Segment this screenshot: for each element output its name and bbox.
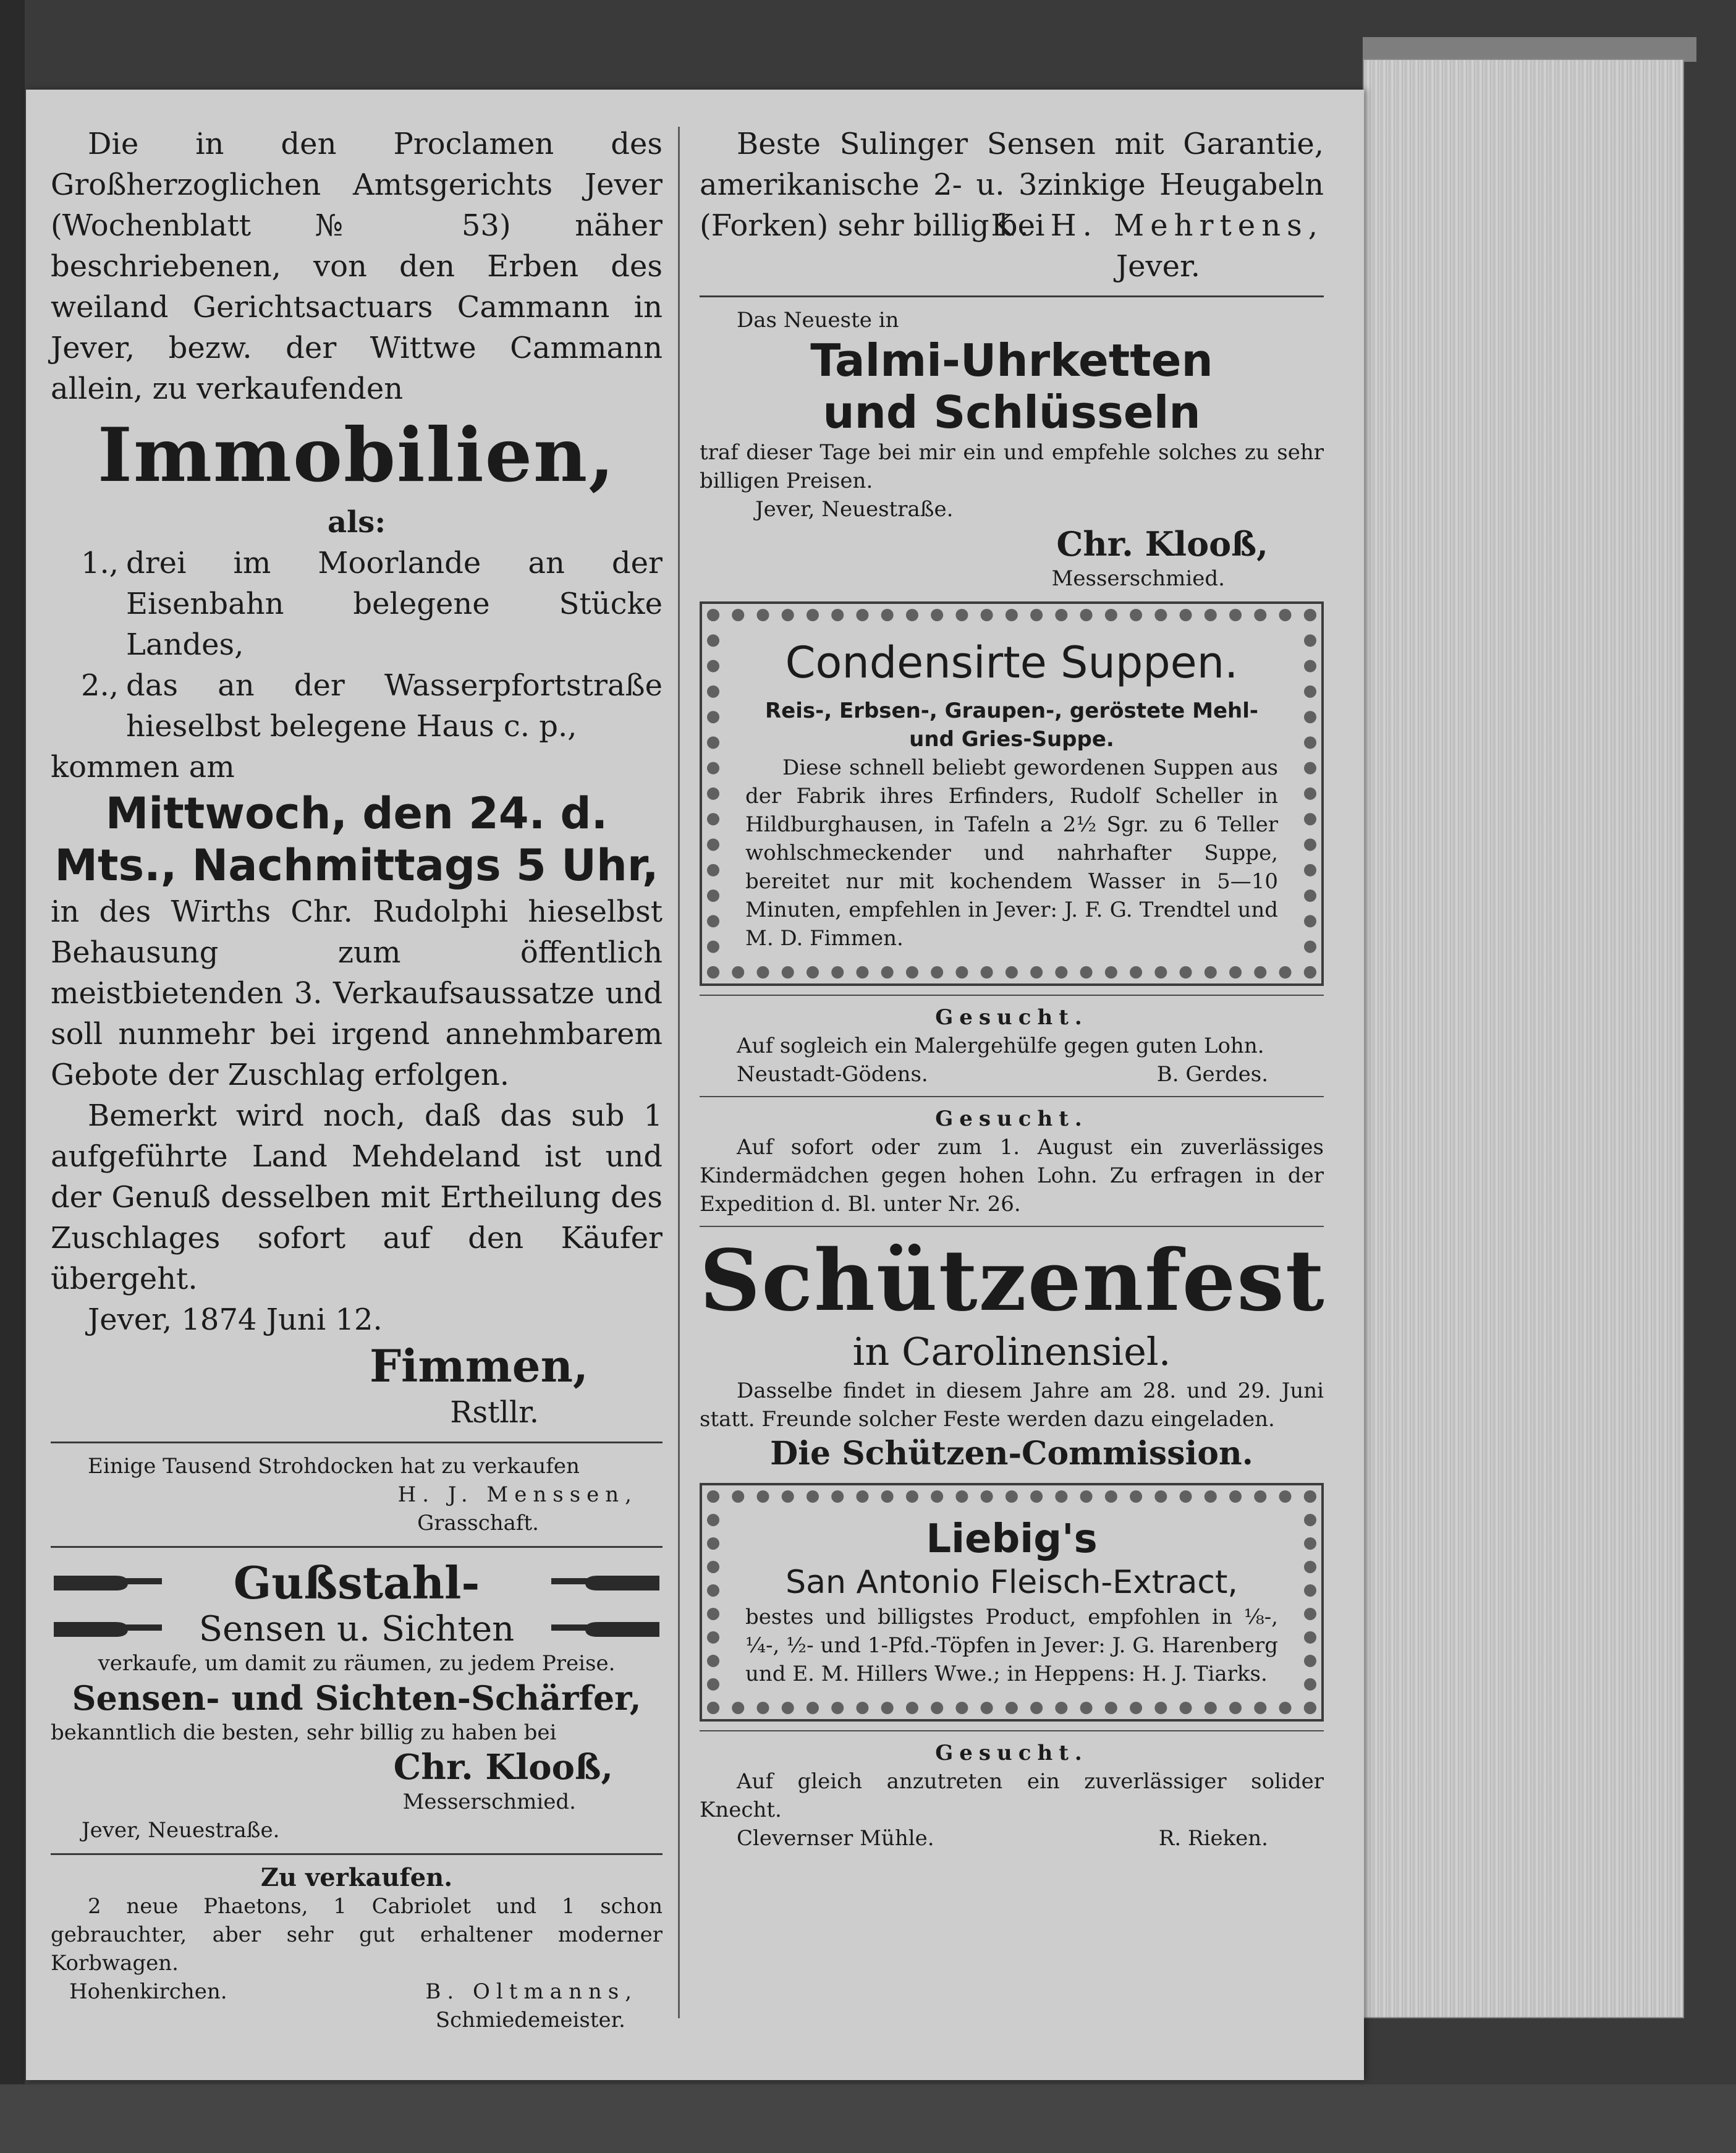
pointing-hand-icon	[51, 1610, 168, 1649]
verkaufen-text: 2 neue Phaetons, 1 Cabriolet und 1 schon gebrauchter, aber sehr gut erhaltener moderner Korbwagen.	[51, 1894, 663, 1976]
gesucht-ad-3	[700, 1739, 1324, 1853]
book-page-edges	[1363, 59, 1684, 2018]
strohdocken-place: Grasschaft.	[417, 1511, 539, 1535]
verkaufen-signature-row	[51, 1977, 663, 2006]
book-spine-top	[1363, 37, 1696, 62]
uhrketten-ad	[700, 306, 1324, 593]
proclamation-signer: Fimmen,	[369, 1340, 588, 1392]
gesucht3-place: Clevernser Mühle.	[737, 1826, 934, 1851]
gussstahl-place: Jever, Neuestraße.	[82, 1818, 280, 1843]
gesucht1-signature-row	[700, 1060, 1324, 1089]
strohdocken-name: H. J. Menssen,	[397, 1482, 638, 1507]
divider-rule	[51, 1853, 663, 1855]
schuetzenfest-subtitle: in Carolinensiel.	[852, 1329, 1171, 1374]
sensen-name: K. H. Mehrtens,	[991, 208, 1324, 243]
gussstahl-title-row	[51, 1556, 663, 1609]
gesucht1-name: B. Gerdes.	[1156, 1062, 1268, 1087]
uhrketten-name: Chr. Klooß,	[1056, 524, 1268, 564]
gesucht3-signature-row	[700, 1824, 1324, 1853]
gussstahl-title: Messerschmied.	[402, 1790, 576, 1814]
right-column	[700, 124, 1324, 1853]
pointing-hand-icon	[545, 1610, 663, 1649]
proclamation-notice	[51, 124, 663, 1433]
verkaufen-title: Schmiedemeister.	[435, 2008, 625, 2032]
list-item	[51, 543, 663, 665]
schuetzenfest-ad	[700, 1231, 1326, 1474]
scan-background-left	[0, 0, 25, 2153]
pointing-hand-icon	[51, 1563, 168, 1603]
uhrketten-text: traf dieser Tage bei mir ein und empfehle solches zu sehr billigen Preisen.	[700, 440, 1324, 493]
suppen-subtitle: Reis-, Erbsen-, Graupen-, geröstete Mehl- und Gries-Suppe.	[764, 699, 1259, 752]
schuetzenfest-text: Dasselbe findet in diesem Jahre am 28. und 29. Juni statt. Freunde solcher Feste werden dazu eingeladen.	[700, 1378, 1324, 1432]
list-item-text: das an der Wasserpfortstraße hieselbst belegene Haus c. p.,	[126, 668, 663, 744]
scan-background-bottom	[0, 2084, 1736, 2153]
proclamation-als: als:	[327, 505, 386, 540]
liebig-title1: Liebig's	[926, 1516, 1098, 1562]
gesucht1-place: Neustadt-Gödens.	[737, 1062, 928, 1087]
divider-rule	[51, 1442, 663, 1443]
proclamation-place-date: Jever, 1874 Juni 12.	[88, 1302, 383, 1337]
suppen-ad-box	[700, 601, 1324, 986]
gesucht-ad-2	[700, 1105, 1324, 1218]
gesucht1-text: Auf sogleich ein Malergehülfe gegen guten Lohn.	[737, 1034, 1264, 1058]
schuetzenfest-signer: Die Schützen-Commission.	[770, 1435, 1253, 1472]
proclamation-note: Bemerkt wird noch, daß das sub 1 aufgeführte Land Mehdeland ist und der Genuß desselben mit Ertheilung des Zuschlages sofort auf den Käufer übergeht.	[51, 1098, 663, 1296]
suppen-text: Diese schnell beliebt gewordenen Suppen aus der Fabrik ihres Erfinders, Rudolf Scheller in Hildburghausen, in Tafeln a 2½ Sgr. zu 6 Teller wohlschmeckender und nahrhafter Suppe, bereitet nur mit kochendem Wasser in 5—10 Minuten, empfehlen in Jever: J. F. G. Trendtel und M. D. Fimmen.	[745, 755, 1278, 951]
sensen-ad	[700, 124, 1324, 287]
gesucht3-heading: Gesucht.	[935, 1741, 1088, 1765]
gussstahl-title2: Sensen u. Sichten	[198, 1609, 515, 1649]
uhrketten-kicker: Das Neueste in	[737, 308, 899, 333]
sensen-place: Jever.	[1116, 249, 1200, 284]
gussstahl-title1: Gußstahl-	[233, 1556, 480, 1609]
divider-rule	[700, 295, 1324, 297]
proclamation-date: Mittwoch, den 24. d. Mts., Nachmittags 5 Uhr,	[54, 788, 659, 891]
proclamation-heading: Immobilien,	[97, 412, 616, 499]
divider-rule	[51, 1546, 663, 1548]
suppen-title: Condensirte Suppen.	[785, 637, 1238, 688]
uhrketten-title2: und Schlüsseln	[823, 386, 1201, 438]
uhrketten-title: Messerschmied.	[1051, 566, 1225, 591]
liebig-ad-box	[700, 1483, 1324, 1722]
gussstahl-line2: bekanntlich die besten, sehr billig zu haben bei	[51, 1720, 557, 1745]
gussstahl-ad	[51, 1556, 663, 1845]
list-item-number: 1.,	[80, 546, 119, 580]
divider-rule	[700, 1730, 1324, 1731]
uhrketten-title1: Talmi-Uhrketten	[810, 334, 1213, 386]
proclamation-intro: Die in den Proclamen des Großherzoglichen Amtsgerichts Jever (Wochenblatt № 53) näher beschriebenen, von den Erben des weiland Gerichtsactuars Cammann in Jever, bezw. der Wittwe Cammann allein, zu verkaufenden	[51, 127, 663, 406]
list-item-text: drei im Moorlande an der Eisenbahn belegene Stücke Landes,	[126, 546, 663, 662]
list-item-number: 2.,	[80, 668, 119, 703]
gesucht2-heading: Gesucht.	[935, 1106, 1088, 1131]
verkaufen-place: Hohenkirchen.	[69, 1979, 227, 2004]
schuetzenfest-title: Schützenfest	[700, 1231, 1326, 1330]
list-item	[51, 665, 663, 747]
gussstahl-bold: Sensen- und Sichten-Schärfer,	[72, 1678, 641, 1718]
divider-rule	[700, 1096, 1324, 1097]
liebig-text: bestes und billigstes Product, empfohlen in ⅛-, ¼-, ½- und 1-Pfd.-Töpfen in Jever: J. G. Harenberg und E. M. Hillers Wwe.; in Heppens: H. J. Tiarks.	[745, 1605, 1278, 1686]
sensen-text: Beste Sulinger Sensen mit Garantie, amerikanische 2- u. 3zinkige Heugabeln (Forken) sehr billig bei	[700, 127, 1324, 243]
gesucht3-text: Auf gleich anzutreten ein zuverlässiger solider Knecht.	[700, 1769, 1324, 1822]
gesucht2-text: Auf sofort oder zum 1. August ein zuverlässiges Kindermädchen gegen hohen Lohn. Zu erfragen in der Expedition d. Bl. unter Nr. 26.	[700, 1135, 1324, 1217]
gussstahl-subtitle-row	[51, 1609, 663, 1649]
proclamation-kommen: kommen am	[51, 750, 235, 784]
left-column	[51, 124, 663, 2034]
liebig-title2: San Antonio Fleisch-Extract,	[785, 1564, 1238, 1601]
proclamation-body: in des Wirths Chr. Rudolphi hieselbst Behausung zum öffentlich meistbietenden 3. Verkaufsaussatze und soll nunmehr bei irgend annehmbarem Gebote der Zuschlag erfolgen.	[51, 894, 663, 1092]
gesucht3-name: R. Rieken.	[1158, 1826, 1268, 1851]
uhrketten-place: Jever, Neuestraße.	[755, 497, 954, 522]
verkaufen-heading: Zu verkaufen.	[260, 1863, 453, 1892]
proclamation-signer-title: Rstllr.	[450, 1395, 539, 1430]
strohdocken-text: Einige Tausend Strohdocken hat zu verkaufen	[88, 1454, 580, 1479]
newspaper-page	[26, 90, 1364, 2080]
gesucht-ad-1	[700, 1003, 1324, 1089]
zu-verkaufen-ad	[51, 1864, 663, 2034]
divider-rule	[700, 995, 1324, 996]
column-divider	[678, 127, 680, 2018]
pointing-hand-icon	[545, 1563, 663, 1603]
gussstahl-name: Chr. Klooß,	[393, 1747, 613, 1788]
gesucht1-heading: Gesucht.	[935, 1005, 1088, 1030]
divider-rule	[700, 1226, 1324, 1227]
gussstahl-line: verkaufe, um damit zu räumen, zu jedem Preise.	[98, 1651, 616, 1676]
verkaufen-name: B. Oltmanns,	[425, 1979, 638, 2004]
strohdocken-ad	[51, 1452, 663, 1537]
